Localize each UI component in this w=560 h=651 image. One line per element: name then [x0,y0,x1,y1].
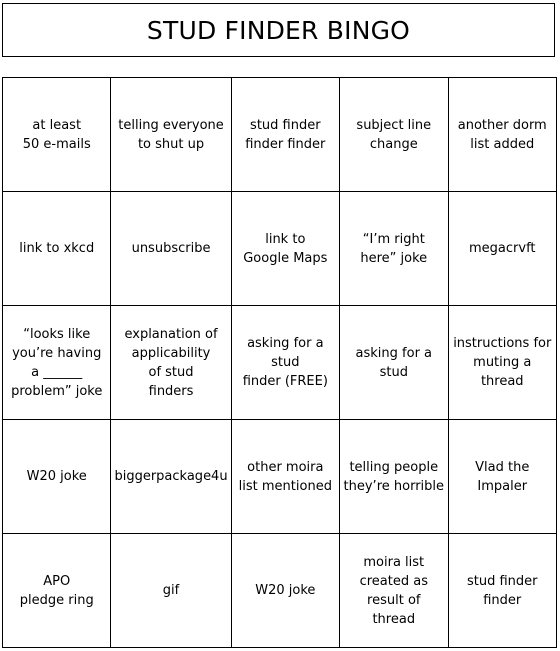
bingo-cell: W20 joke [232,534,340,648]
bingo-cell: megacrvft [449,192,557,306]
bingo-cell: moira list created as result of thread [340,534,448,648]
bingo-grid [2,77,557,648]
bingo-cell: W20 joke [3,420,111,534]
bingo-cell: “looks like you’re having a ______ problem” joke [3,306,111,420]
bingo-cell: stud finder finder finder [232,78,340,192]
bingo-cell: gif [111,534,231,648]
bingo-cell: other moira list mentioned [232,420,340,534]
bingo-cell: another dorm list added [449,78,557,192]
bingo-cell: biggerpackage4u [111,420,231,534]
bingo-cell: subject line change [340,78,448,192]
bingo-cell: stud finder finder [449,534,557,648]
bingo-cell: APO pledge ring [3,534,111,648]
page-title: STUD FINDER BINGO [146,15,411,45]
bingo-cell: asking for a stud finder (FREE) [232,306,340,420]
bingo-cell: telling everyone to shut up [111,78,231,192]
bingo-cell: unsubscribe [111,192,231,306]
bingo-cell: link to Google Maps [232,192,340,306]
bingo-cell: asking for a stud [340,306,448,420]
bingo-cell: at least 50 e-mails [3,78,111,192]
bingo-cell: explanation of applicability of stud finders [111,306,231,420]
bingo-cell: Vlad the Impaler [449,420,557,534]
bingo-cell: telling people they’re horrible [340,420,448,534]
title-box [2,3,555,57]
bingo-cell: link to xkcd [3,192,111,306]
bingo-cell: instructions for muting a thread [449,306,557,420]
bingo-cell: “I’m right here” joke [340,192,448,306]
